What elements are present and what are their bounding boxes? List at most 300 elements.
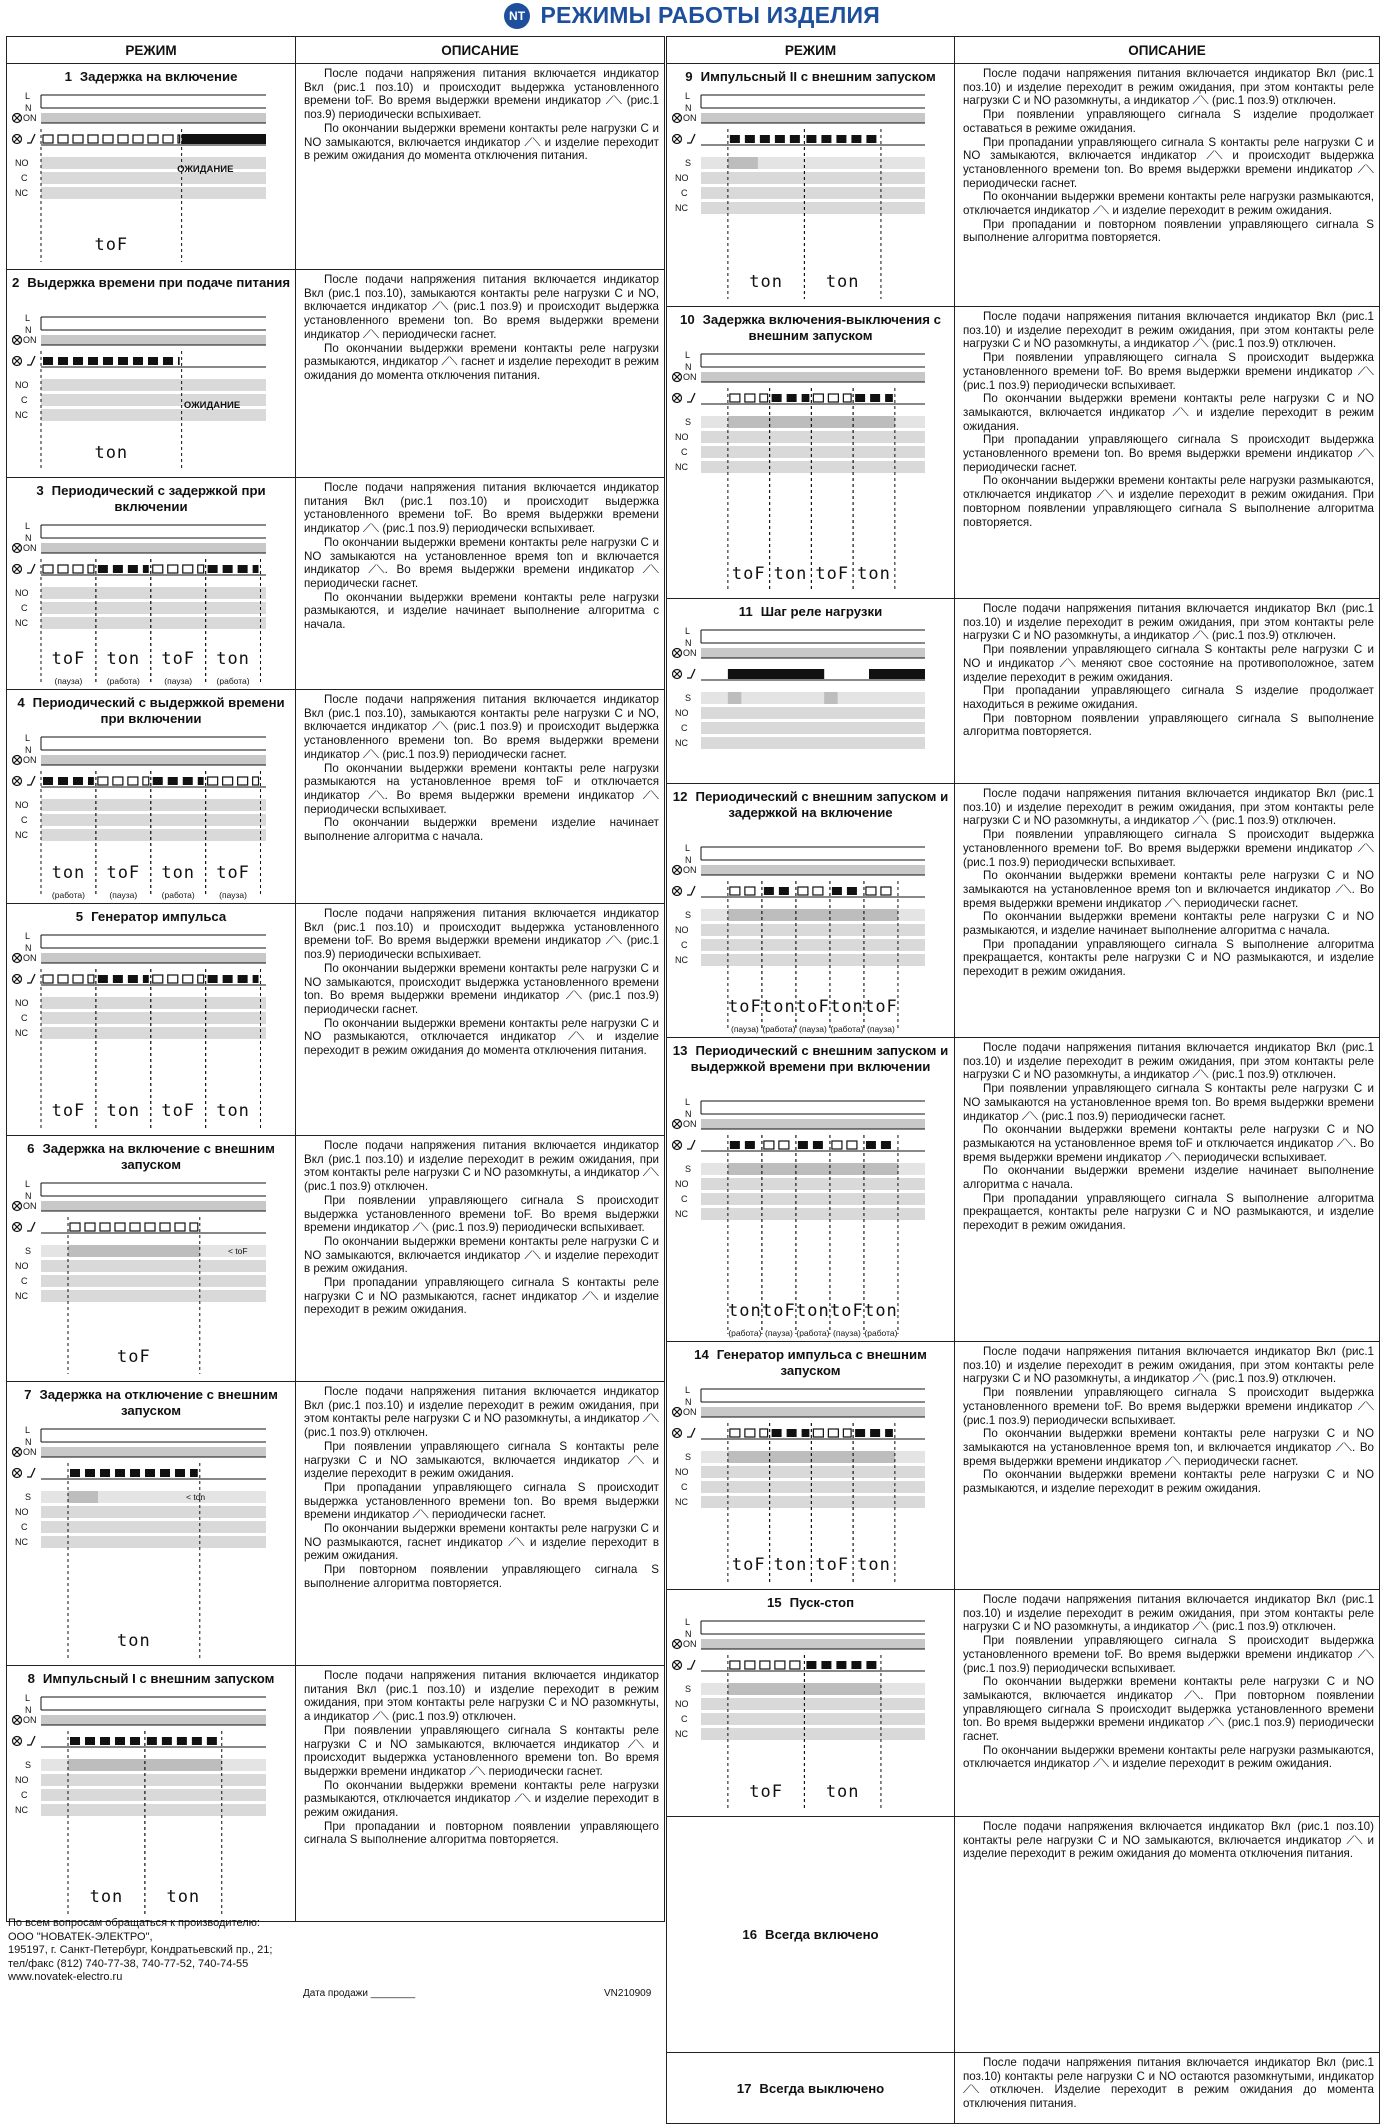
row-label-n: N (25, 745, 32, 755)
duration-label: tоF (106, 863, 141, 883)
mode-title-text: Генератор импульса с внешним запуском (716, 1347, 927, 1378)
duration-label: tоn (773, 1555, 808, 1575)
mode-description (955, 784, 1380, 1038)
power-indicator-bar (701, 1639, 925, 1649)
switch-indicator-icon (673, 135, 682, 144)
relay-nc-bar (701, 1496, 925, 1508)
description-paragraph: После подачи напряжения питания включается индикатор питания Вкл (рис.1 поз.10) и изделие переходит в режим ожидания, при этом контакты реле нагрузки C и NO разомкнуты, а индикатор ⟋⟍ (рис.1 поз.9) отключен. (304, 1669, 659, 1724)
blink-pulse (790, 135, 800, 143)
diagram-container (7, 478, 296, 690)
row-label-nc: NC (675, 738, 688, 748)
description-paragraph: При пропадании управляющего сигнала S контакты реле нагрузки C и NO размыкаются, гаснет индикатор ⟋⟍ и изделие переходит в режим ожидания. (304, 1276, 659, 1317)
relay-c-bar (41, 1275, 266, 1287)
blink-pulse (730, 394, 740, 402)
description-paragraph: По окончании выдержки времени контакты реле нагрузки C и NO замыкаются на установленное время tоn и включается индикатор ⟋⟍. Во время выдержки времени индикатор ⟋⟍ периодически гаснет. (304, 535, 659, 590)
blink-pulse (843, 1429, 851, 1437)
blink-pulse (198, 777, 204, 785)
row-label-c: C (681, 723, 688, 733)
power-indicator-bar (41, 1715, 266, 1725)
row-label-no: NO (675, 432, 689, 442)
relay-c-bar (701, 187, 925, 199)
row-label-c: C (21, 395, 28, 405)
description-paragraph: При пропадании управляющего сигнала S происходит выдержка установленного времени tоn. Во время выдержки времени индикатор ⟋⟍ периодически гаснет. (963, 433, 1374, 474)
relay-nc-bar (701, 737, 925, 749)
column-header-description: ОПИСАНИЕ (296, 37, 665, 64)
mode-title-text: Периодический с выдержкой времени при включении (32, 695, 285, 726)
power-icon (13, 1716, 22, 1725)
mode-number: 3 (36, 483, 44, 498)
row-label-c: C (21, 1013, 28, 1023)
mode-number: 7 (24, 1387, 32, 1402)
blink-pulse (88, 135, 98, 143)
relay-nc-bar (41, 829, 266, 841)
blink-pulse (178, 135, 180, 143)
blink-pulse (238, 777, 248, 785)
timing-diagram (7, 1382, 296, 1666)
row-label-n: N (685, 1629, 692, 1639)
relay-no-bar (41, 1260, 266, 1272)
relay-no-bar (701, 1178, 925, 1190)
duration-sublabel: (пауза) (730, 1024, 759, 1034)
blink-pulse (73, 357, 83, 365)
duration-sublabel: (работа) (728, 1328, 762, 1338)
blink-pulse (178, 357, 180, 365)
mode-diagram-cell (7, 1666, 296, 1922)
blink-pulse (730, 1141, 740, 1149)
description-paragraph: По окончании выдержки времени изделие начинает выполнение алгоритма с начала. (304, 816, 659, 844)
blink-pulse (813, 887, 823, 895)
timing-diagram (667, 307, 955, 599)
mode-title-text: Периодический с задержкой при включении (51, 483, 266, 514)
relay-nc-bar (701, 461, 925, 473)
row-label-nc: NC (15, 1805, 28, 1815)
row-label-no: NO (15, 1507, 29, 1517)
blink-pulse (730, 1429, 740, 1437)
website-link[interactable]: www.novatek-electro.ru (8, 1971, 123, 1983)
blink-pulse (223, 565, 233, 573)
blink-pulse (730, 887, 740, 895)
row-label-no: NO (15, 800, 29, 810)
mode-title-text: Задержка на отключение с внешним запуском (39, 1387, 278, 1418)
row-label-nc: NC (675, 462, 688, 472)
relay-nc-bar (41, 1027, 266, 1039)
timing-diagram (7, 904, 296, 1136)
blink-pulse (847, 887, 857, 895)
row-label-nc: NC (15, 830, 28, 840)
mode-description (296, 1136, 665, 1382)
blink-pulse (745, 135, 755, 143)
row-label-nc: NC (675, 1209, 688, 1219)
blink-pulse (143, 975, 149, 983)
mode-number: 12 (672, 789, 688, 804)
power-icon (673, 373, 682, 382)
description-paragraph: После подачи напряжения питания включается индикатор Вкл (рис.1 поз.10) и изделие переходит в режим ожидания, при этом контакты реле нагрузки C и NO разомкнуты, а индикатор ⟋⟍ (рис.1 поз.9) отключен. (963, 787, 1374, 828)
blink-pulse (153, 565, 163, 573)
relay-no-bar (41, 587, 266, 599)
switch-indicator-icon (673, 1141, 682, 1150)
blink-pulse (58, 975, 68, 983)
row-label-n: N (25, 103, 32, 113)
blink-pulse (828, 1429, 838, 1437)
duration-label: tоF (731, 564, 766, 584)
row-label-no: NO (15, 1261, 29, 1271)
diagram-container (667, 1590, 955, 1817)
row-label-nc: NC (675, 203, 688, 213)
row-label-no: NO (675, 708, 689, 718)
switch-indicator-icon (13, 565, 22, 574)
power-icon (13, 954, 22, 963)
blink-pulse (88, 777, 94, 785)
relay-contact-icon (27, 974, 35, 983)
blink-pulse (128, 975, 138, 983)
mode-number: 11 (738, 604, 753, 619)
duration-label: tоn (762, 997, 796, 1017)
blink-pulse (779, 1141, 789, 1149)
mode-description (296, 1382, 665, 1666)
blink-pulse (253, 565, 259, 573)
blink-pulse (175, 1223, 185, 1231)
mode-row-6 (7, 1136, 665, 1382)
description-paragraph: По окончании выдержки времени контакты реле нагрузки C и NO размыкаются, гаснет индикатор ⟋⟍ и изделие переходит в режим ожидания. (304, 1522, 659, 1563)
mode-description (955, 64, 1380, 307)
blink-pulse (73, 975, 83, 983)
mode-diagram-cell (667, 1342, 955, 1590)
manufacturer-contacts (8, 1917, 428, 1985)
mode-number: 15 (766, 1595, 782, 1610)
row-label-l: L (25, 1179, 31, 1189)
row-label-n: N (25, 533, 32, 543)
mode-description (955, 599, 1380, 784)
row-label-on: ON (23, 755, 37, 765)
blink-pulse (58, 357, 68, 365)
duration-label: tоn (749, 272, 784, 292)
mode-title-text: Всегда выключено (759, 2080, 885, 2096)
blink-pulse (73, 565, 83, 573)
relay-contact-icon (27, 564, 35, 573)
relay-no-bar (41, 1506, 266, 1518)
mode-title-text: Пуск-стоп (789, 1595, 855, 1610)
switch-indicator-icon (673, 887, 682, 896)
duration-label: tоn (94, 443, 129, 463)
mode-title-text: Импульсный II с внешним запуском (700, 69, 936, 84)
relay-no-bar (41, 1774, 266, 1786)
description-paragraph: При пропадании и повторном появлении управляющего сигнала S выполнение алгоритма повторяется. (963, 217, 1374, 245)
blink-pulse (223, 777, 233, 785)
mode-title-text: Генератор импульса (91, 909, 227, 924)
description-paragraph: При пропадании и повторном появлении управляющего сигнала S выполнение алгоритма повторяется. (304, 1819, 659, 1847)
row-label-on: ON (23, 543, 37, 553)
relay-c-bar (701, 722, 925, 734)
blink-pulse (745, 1661, 755, 1669)
relay-nc-bar (41, 617, 266, 629)
description-paragraph: При повторном появлении управляющего сигнала S выполнение алгоритма повторяется. (963, 711, 1374, 739)
blink-pulse (198, 565, 204, 573)
blink-pulse (118, 357, 128, 365)
blink-pulse (118, 135, 128, 143)
blink-pulse (88, 357, 98, 365)
blink-pulse (238, 975, 248, 983)
row-label-s: S (685, 910, 692, 920)
description-paragraph: По окончании выдержки времени контакты реле нагрузки C и NO замыкаются на установленное время tоn и включается индикатор ⟋⟍. Во время выдержки времени индикатор ⟋⟍ периодически гаснет. (963, 869, 1374, 910)
mode-diagram-cell (667, 2053, 955, 2124)
row-label-s: S (685, 158, 692, 168)
duration-label: tоF (94, 235, 129, 255)
mode-diagram-cell (7, 1136, 296, 1382)
mode-title-text: Задержка на включение (79, 69, 238, 84)
blink-pulse (881, 887, 891, 895)
description-paragraph: После подачи напряжения питания включается индикатор Вкл (рис.1 поз.10) и изделие переходит в режим ожидания, при этом контакты реле нагрузки C и NO разомкнуты, а индикатор ⟋⟍ (рис.1 поз.9) отключен. (304, 1139, 659, 1194)
blink-pulse (145, 1223, 155, 1231)
blink-pulse (866, 887, 876, 895)
relay-contact-icon (687, 1660, 695, 1669)
duration-label: tоF (796, 997, 830, 1017)
row-label-nc: NC (15, 1537, 28, 1547)
mode-row-3 (7, 478, 665, 690)
blink-pulse (130, 1469, 140, 1477)
mode-row-2 (7, 270, 665, 478)
row-label-nc: NC (15, 410, 28, 420)
blink-pulse (847, 1141, 857, 1149)
timing-diagram (7, 1666, 296, 1922)
mode-diagram-cell (7, 690, 296, 904)
blink-pulse (145, 1469, 155, 1477)
blink-pulse (133, 135, 143, 143)
blink-pulse (98, 975, 108, 983)
blink-pulse (238, 565, 248, 573)
blink-pulse (58, 565, 68, 573)
mode-title-text: Выдержка времени при подаче питания (27, 275, 291, 290)
blink-pulse (148, 135, 158, 143)
mode-title-text: Задержка включения-выключения с внешним запуском (702, 312, 941, 343)
mode-row-9 (667, 64, 1380, 307)
mode-description (955, 307, 1380, 599)
mode-row-11 (667, 599, 1380, 784)
relay-no-bar (701, 924, 925, 936)
mode-diagram-cell (7, 64, 296, 270)
blink-pulse (98, 565, 108, 573)
blink-pulse (885, 1429, 893, 1437)
mode-description (955, 1590, 1380, 1817)
blink-pulse (832, 1141, 842, 1149)
duration-label: tоn (161, 863, 196, 883)
switch-indicator-icon (13, 975, 22, 984)
blink-pulse (70, 1223, 80, 1231)
s-signal-active (728, 1163, 898, 1175)
mode-row-14 (667, 1342, 1380, 1590)
blink-pulse (130, 1223, 140, 1231)
description-paragraph: При пропадании управляющего сигнала S происходит выдержка установленного времени tоn. Во время выдержки времени индикатор ⟋⟍ периодически гаснет. (304, 1480, 659, 1522)
description-paragraph: После подачи напряжения питания включается индикатор Вкл (рис.1 поз.10) контакты реле нагрузки C и NO остаются разомкнутыми, индикатор ⟋⟍ отключен. Изделие переходит в режим ожидания до момента отключения питания. (963, 2056, 1374, 2111)
row-label-on: ON (683, 1407, 697, 1417)
blink-pulse (113, 777, 123, 785)
blink-pulse (147, 1737, 157, 1745)
switch-indicator-icon (13, 1223, 22, 1232)
mode-description (955, 1038, 1380, 1342)
blink-pulse (183, 975, 193, 983)
blink-pulse (806, 1661, 816, 1669)
mode-diagram-cell (667, 1038, 955, 1342)
duration-label: tоn (796, 1301, 830, 1321)
mode-diagram-cell (7, 904, 296, 1136)
description-paragraph: По окончании выдержки времени контакты реле нагрузки размыкаются, индикатор ⟋⟍ гаснет и изделие переходит в режим ожидания до момента отключения питания. (304, 341, 659, 382)
description-paragraph: При появлении управляющего сигнала S изделие продолжает оставаться в режиме ожидания. (963, 108, 1374, 135)
row-label-on: ON (23, 1715, 37, 1725)
column-header-mode: РЕЖИМ (7, 37, 296, 64)
blink-pulse (85, 1737, 95, 1745)
modes-table-left (6, 36, 665, 1922)
row-label-on: ON (683, 113, 697, 123)
description-paragraph: По окончании выдержки времени контакты реле нагрузки размыкаются, отключается индикатор ⟋⟍ и изделие переходит в режим ожидания. (963, 1743, 1374, 1771)
relay-c-bar (41, 814, 266, 826)
row-label-c: C (681, 188, 688, 198)
description-paragraph: При появлении управляющего сигнала S контакты реле нагрузки C и NO замыкаются, включается индикатор ⟋⟍ и изделие переходит в режим ожидания. (304, 1439, 659, 1481)
blink-pulse (113, 975, 123, 983)
s-signal-active (728, 909, 898, 921)
blink-pulse (885, 394, 893, 402)
blink-pulse (198, 975, 204, 983)
blink-pulse (821, 1661, 831, 1669)
relay-c-bar (701, 1193, 925, 1205)
mode-row-12 (667, 784, 1380, 1038)
blink-pulse (779, 887, 789, 895)
switch-indicator-icon (13, 777, 22, 786)
blink-pulse (775, 135, 785, 143)
blink-pulse (806, 135, 816, 143)
row-label-n: N (685, 362, 692, 372)
blink-pulse (253, 975, 259, 983)
blink-pulse (115, 1737, 125, 1745)
description-paragraph: По окончании выдержки времени контакты реле нагрузки C и NO размыкаются, и изделие переходит в режим ожидания. (963, 1468, 1374, 1496)
relay-nc-bar (41, 1536, 266, 1548)
blink-pulse (168, 975, 178, 983)
blink-pulse (100, 1469, 110, 1477)
power-icon (13, 336, 22, 345)
blink-pulse (764, 887, 774, 895)
row-label-l: L (25, 521, 31, 531)
relay-c-bar (41, 602, 266, 614)
duration-label: tоF (51, 649, 86, 669)
blink-pulse (143, 777, 149, 785)
blink-pulse (760, 394, 768, 402)
description-paragraph: По окончании выдержки времени контакты реле нагрузки C и NO замыкаются, происходит выдержка установленного времени tоn. Во время выдержки времени индикатор ⟋⟍ (рис.1 поз.9) периодически гаснет. (304, 961, 659, 1016)
duration-sublabel: (пауза) (765, 1328, 793, 1338)
relay-c-bar (701, 446, 925, 458)
duration-label: tоF (815, 1555, 850, 1575)
description-paragraph: После подачи напряжения питания включается индикатор Вкл (рис.1 поз.10) и изделие переходит в режим ожидания, при этом контакты реле нагрузки C и NO разомкнуты, а индикатор ⟋⟍ (рис.1 поз.9) отключен. (304, 1385, 659, 1440)
row-label-c: C (21, 173, 28, 183)
interrupt-label: < tоF (228, 1246, 248, 1256)
blink-pulse (85, 1469, 95, 1477)
relay-nc-bar (41, 187, 266, 199)
diagram-container (7, 690, 296, 904)
column-header-description: ОПИСАНИЕ (955, 37, 1380, 64)
row-label-n: N (685, 855, 692, 865)
column-header-mode: РЕЖИМ (667, 37, 955, 64)
mode-title-text: Задержка на включение с внешним запуском (42, 1141, 275, 1172)
duration-sublabel: (пауза) (867, 1024, 895, 1034)
indicator-on-bar (728, 669, 824, 679)
blink-pulse (113, 565, 123, 573)
blink-pulse (58, 777, 68, 785)
description-paragraph: При появлении управляющего сигнала S контакты реле нагрузки C и NO замыкаются, включается индикатор ⟋⟍ и происходит выдержка установленного времени tоn. Во время выдержки времени индикатор ⟋⟍ периодически гаснет. (304, 1723, 659, 1778)
relay-contact-icon (687, 393, 695, 402)
blink-pulse (208, 777, 218, 785)
diagram-container (667, 599, 955, 784)
indicator-on-bar (182, 134, 266, 144)
row-label-no: NO (675, 925, 689, 935)
blink-pulse (115, 1469, 125, 1477)
row-label-s: S (685, 693, 692, 703)
blink-pulse (866, 1661, 876, 1669)
switch-indicator-icon (673, 1661, 682, 1670)
relay-no-bar (701, 172, 925, 184)
description-paragraph: По окончании выдержки времени контакты реле нагрузки C и NO замыкаются, включается индикатор ⟋⟍. При повторном появлении управляющего сигнала S происходит выдержка установленного времени tоn. Во время выдержки времени индикатор ⟋⟍ (рис.1 поз.9) периодически гаснет. (963, 1675, 1374, 1744)
mode-number: 13 (672, 1043, 688, 1058)
blink-pulse (160, 1223, 170, 1231)
blink-pulse (813, 394, 823, 402)
blink-pulse (787, 1429, 797, 1437)
timing-diagram (7, 690, 296, 904)
power-icon (673, 1408, 682, 1417)
row-label-nc: NC (15, 618, 28, 628)
mode-title-text: Всегда включено (765, 1927, 879, 1942)
switch-indicator-icon (673, 394, 682, 403)
row-label-c: C (681, 1482, 688, 1492)
row-label-l: L (685, 843, 691, 853)
mode-diagram-cell (667, 599, 955, 784)
row-label-l: L (685, 91, 691, 101)
duration-label: tоn (857, 1555, 891, 1575)
description-paragraph: По окончании выдержки времени контакты реле нагрузки размыкаются, отключается индикатор ⟋⟍ и изделие переходит в режим ожидания. (304, 1778, 659, 1820)
timing-diagram (7, 1136, 296, 1382)
mode-row-8 (7, 1666, 665, 1922)
blink-pulse (881, 1141, 891, 1149)
power-indicator-bar (701, 113, 925, 123)
description-paragraph: При появлении управляющего сигнала S происходит выдержка установленного времени tоF. Во время выдержки времени индикатор ⟋⟍ (рис.1 поз.9) периодически вспыхивает. (304, 1193, 659, 1235)
relay-contact-icon (687, 669, 695, 678)
mode-row-17 (667, 2053, 1380, 2124)
mode-description (955, 2053, 1380, 2124)
power-icon (673, 649, 682, 658)
blink-pulse (790, 1661, 800, 1669)
blink-pulse (843, 394, 851, 402)
row-label-n: N (685, 1397, 692, 1407)
blink-pulse (115, 1223, 125, 1231)
modes-table-right (666, 36, 1380, 2124)
timing-diagram (667, 1038, 955, 1342)
timing-diagram (667, 784, 955, 1038)
duration-label: tоn (864, 1301, 898, 1321)
duration-sublabel: (пауза) (54, 676, 83, 686)
description-paragraph: При появлении управляющего сигнала S происходит выдержка установленного времени tоF. Во время выдержки времени индикатор ⟋⟍ (рис.1 поз.9) периодически вспыхивает. (963, 1634, 1374, 1675)
relay-no-bar (41, 997, 266, 1009)
timing-diagram (667, 599, 955, 784)
duration-label: tоn (106, 649, 141, 669)
row-label-l: L (685, 626, 691, 636)
row-label-no: NO (675, 1179, 689, 1189)
mode-row-4 (7, 690, 665, 904)
row-label-l: L (685, 1097, 691, 1107)
mode-title-text: Шаг реле нагрузки (760, 604, 883, 619)
row-label-c: C (681, 1714, 688, 1724)
power-icon (673, 866, 682, 875)
blink-pulse (73, 777, 83, 785)
mode-number: 9 (685, 69, 693, 84)
relay-nc-bar (701, 1208, 925, 1220)
description-paragraph: По окончании выдержки времени изделие начинает выполнение алгоритма с начала. (963, 1164, 1374, 1192)
duration-sublabel: (работа) (762, 1024, 796, 1034)
duration-label: tоF (864, 997, 898, 1017)
